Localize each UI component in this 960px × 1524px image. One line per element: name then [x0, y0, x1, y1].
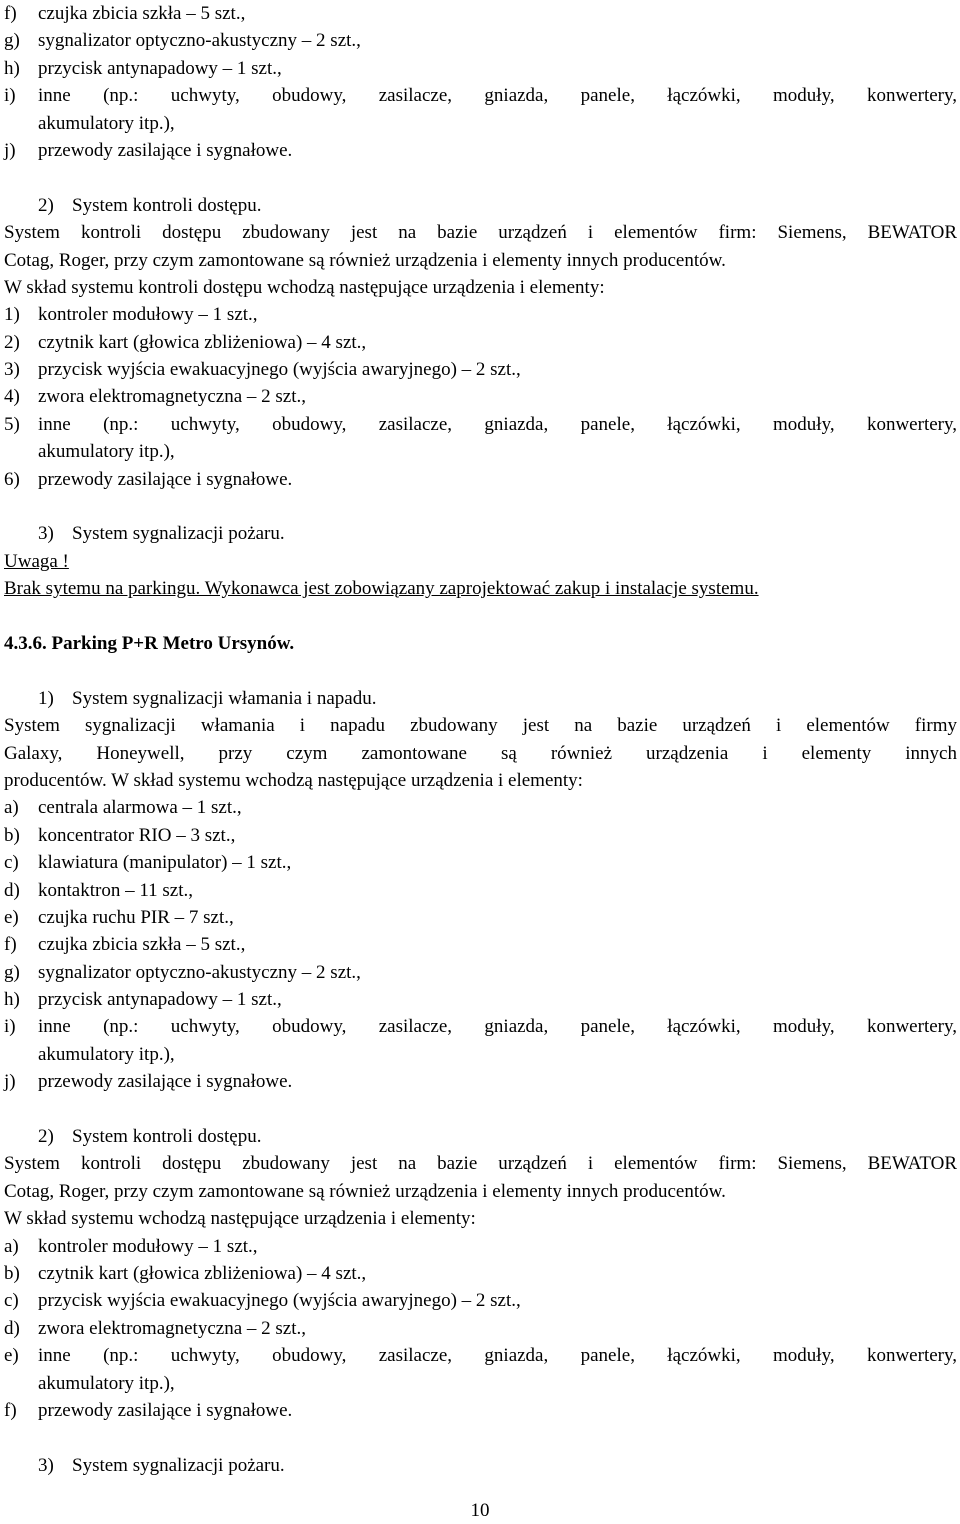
paragraph-line: W skład systemu kontroli dostępu wchodzą następujące urządzenia i elementy: — [4, 276, 605, 298]
list-item: b) koncentrator RIO – 3 szt., — [4, 824, 236, 846]
list-item-continuation: akumulatory itp.), — [38, 1043, 175, 1065]
list-item: 3) przycisk wyjścia ewakuacyjnego (wyjścia awaryjnego) – 2 szt., — [4, 359, 521, 381]
list-item: c) klawiatura (manipulator) – 1 szt., — [4, 852, 292, 874]
section-heading: 2) System kontroli dostępu. — [38, 194, 262, 216]
list-item: a) centrala alarmowa – 1 szt., — [4, 797, 242, 819]
list-item: e) inne (np.: uchwyty, obudowy, zasilacze, gniazda, panele, łączówki, moduły, konwertery, — [4, 1345, 957, 1367]
list-item: i) inne (np.: uchwyty, obudowy, zasilacze, gniazda, panele, łączówki, moduły, konwertery, — [4, 1016, 957, 1038]
section-heading: 3) System sygnalizacji pożaru. — [38, 523, 285, 545]
list-item: g) sygnalizator optyczno-akustyczny – 2 szt., — [4, 961, 361, 983]
list-item: 5) inne (np.: uchwyty, obudowy, zasilacze, gniazda, panele, łączówki, moduły, konwertery, — [4, 413, 957, 435]
chapter-title: 4.3.6. Parking P+R Metro Ursynów. — [4, 632, 295, 654]
paragraph-line: Cotag, Roger, przy czym zamontowane są również urządzenia i elementy innych producentów. — [4, 1180, 726, 1202]
list-item: f) czujka zbicia szkła – 5 szt., — [4, 3, 246, 24]
access-control-list — [4, 1233, 957, 1425]
list-item-continuation: akumulatory itp.), — [38, 1372, 175, 1394]
list-item: 1) kontroler modułowy – 1 szt., — [4, 304, 258, 326]
list-item: h) przycisk antynapadowy – 1 szt., — [4, 989, 282, 1011]
list-item: 4) zwora elektromagnetyczna – 2 szt., — [4, 386, 306, 408]
list-item: f) przewody zasilające i sygnałowe. — [4, 1399, 293, 1421]
list-item: j) przewody zasilające i sygnałowe. — [4, 139, 293, 161]
list-item: b) czytnik kart (głowica zbliżeniowa) – 4 szt., — [4, 1262, 367, 1284]
list-item: 6) przewody zasilające i sygnałowe. — [4, 468, 293, 490]
warning-title: Uwaga ! — [4, 550, 69, 572]
page-number: 10 — [470, 1500, 490, 1521]
access-control-list — [4, 301, 957, 493]
list-item: d) kontaktron – 11 szt., — [4, 879, 193, 901]
section-heading: 1) System sygnalizacji włamania i napadu. — [38, 687, 377, 709]
paragraph-line: producentów. W skład systemu wchodzą następujące urządzenia i elementy: — [4, 769, 583, 791]
list-item-continuation: akumulatory itp.), — [38, 441, 175, 463]
intrusion-alarm-list — [4, 794, 957, 1095]
paragraph-line: System kontroli dostępu zbudowany jest na bazie urządzeń i elementów firm: Siemens, BEWATOR — [4, 222, 957, 244]
paragraph-line: Cotag, Roger, przy czym zamontowane są również urządzenia i elementy innych producentów. — [4, 249, 726, 271]
paragraph-line: Galaxy, Honeywell, przy czym zamontowane są również urządzenia i elementy innych — [4, 742, 957, 764]
list-item: h) przycisk antynapadowy – 1 szt., — [4, 57, 282, 79]
top-list — [4, 0, 957, 164]
paragraph-line: System sygnalizacji włamania i napadu zbudowany jest na bazie urządzeń i elementów firmy — [4, 715, 957, 737]
paragraph-line: System kontroli dostępu zbudowany jest na bazie urządzeń i elementów firm: Siemens, BEWATOR — [4, 1153, 957, 1175]
section-heading: 2) System kontroli dostępu. — [38, 1126, 262, 1148]
warning-text: Brak sytemu na parkingu. Wykonawca jest zobowiązany zaprojektować zakup i instalacje systemu. — [4, 578, 759, 600]
document-page — [4, 0, 957, 1479]
list-item: j) przewody zasilające i sygnałowe. — [4, 1071, 293, 1093]
section-heading: 3) System sygnalizacji pożaru. — [38, 1454, 285, 1476]
list-item: a) kontroler modułowy – 1 szt., — [4, 1235, 258, 1257]
list-item: e) czujka ruchu PIR – 7 szt., — [4, 906, 234, 928]
list-item: 2) czytnik kart (głowica zbliżeniowa) – 4 szt., — [4, 331, 367, 353]
list-item-continuation: akumulatory itp.), — [38, 112, 175, 134]
list-item: c) przycisk wyjścia ewakuacyjnego (wyjścia awaryjnego) – 2 szt., — [4, 1290, 521, 1312]
list-item: f) czujka zbicia szkła – 5 szt., — [4, 934, 246, 956]
list-item: i) inne (np.: uchwyty, obudowy, zasilacze, gniazda, panele, łączówki, moduły, konwertery, — [4, 85, 957, 107]
paragraph-line: W skład systemu wchodzą następujące urządzenia i elementy: — [4, 1208, 476, 1230]
list-item: d) zwora elektromagnetyczna – 2 szt., — [4, 1317, 306, 1339]
list-item: g) sygnalizator optyczno-akustyczny – 2 szt., — [4, 30, 361, 52]
